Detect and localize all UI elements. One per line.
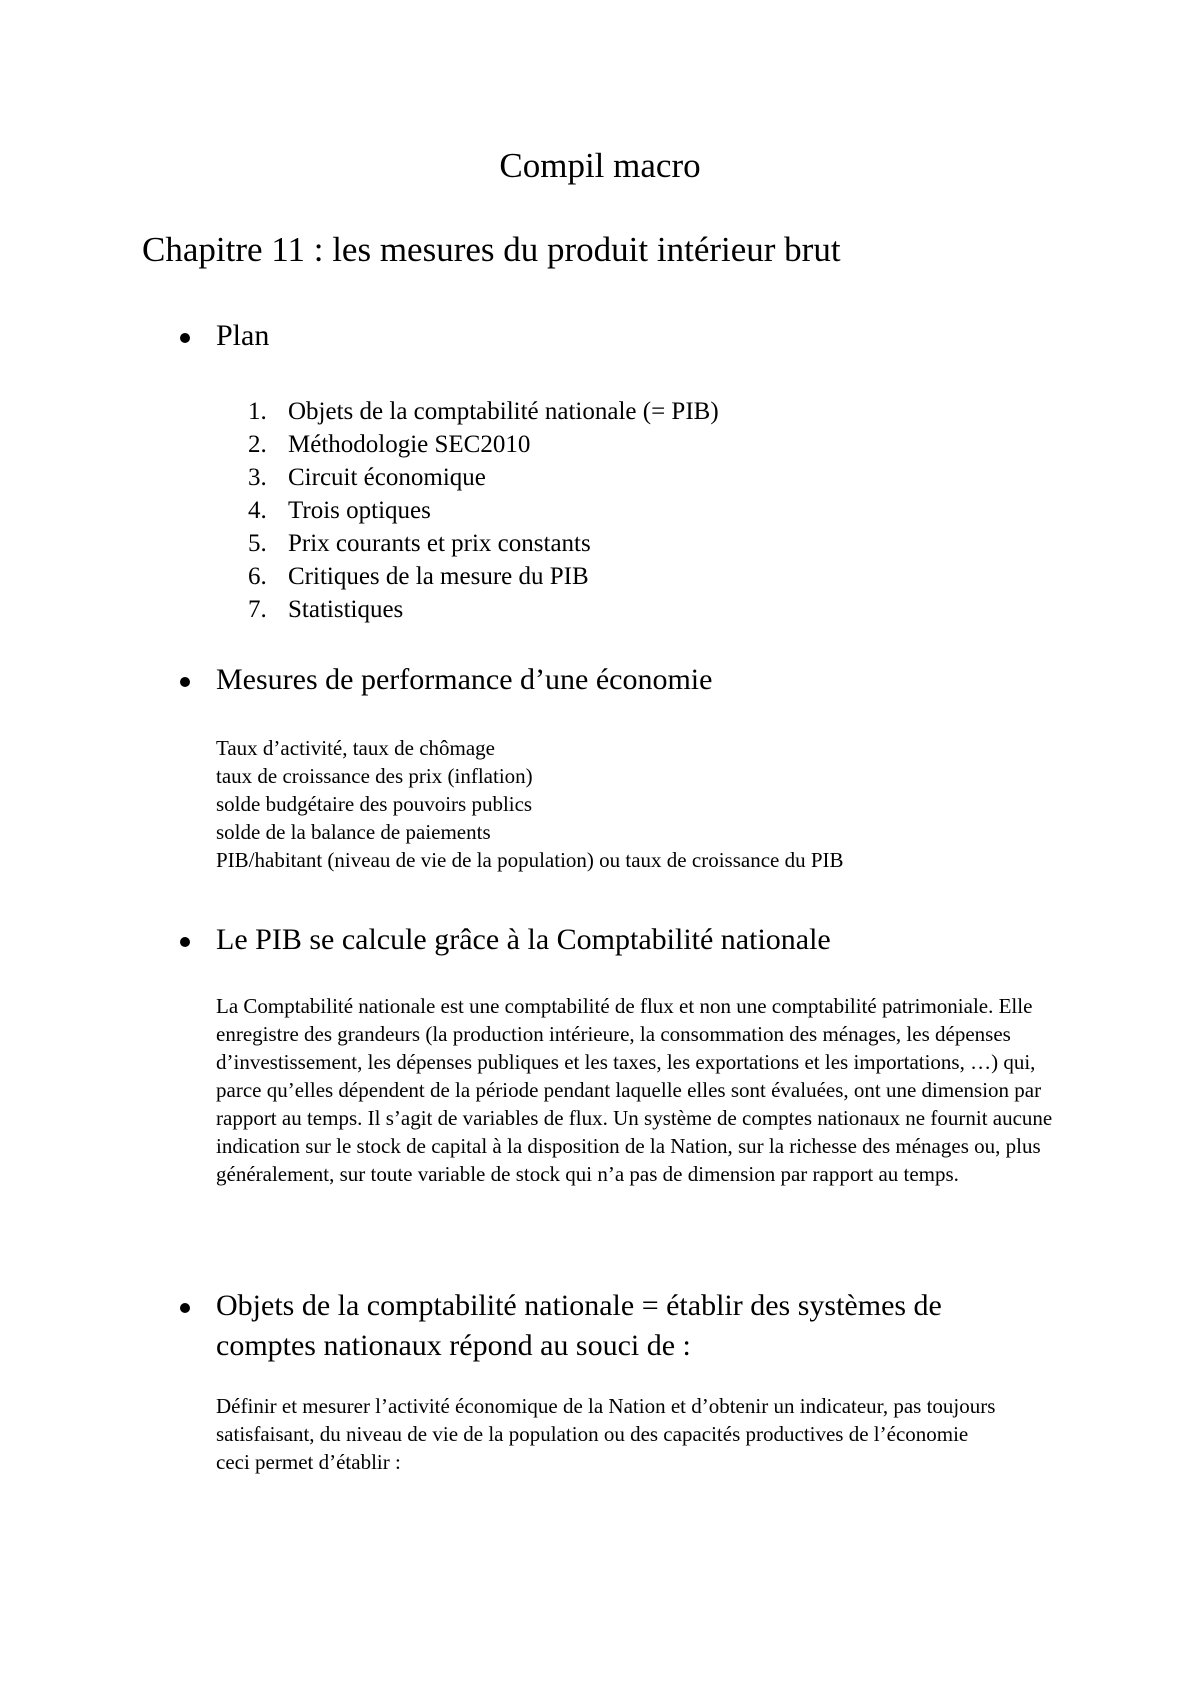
pib-calcul-section xyxy=(180,920,1080,960)
plan-item-label: Critiques de la mesure du PIB xyxy=(288,563,589,590)
plan-item-label: Circuit économique xyxy=(288,464,486,491)
objets-paragraph xyxy=(216,1392,1076,1476)
plan-item xyxy=(248,395,719,428)
mesures-line: taux de croissance des prix (inflation) xyxy=(216,764,533,788)
plan-item-label: Trois optiques xyxy=(288,497,431,524)
bullet-icon xyxy=(180,677,190,687)
plan-item-label: Prix courants et prix constants xyxy=(288,530,591,557)
mesures-line: solde de la balance de paiements xyxy=(216,820,491,844)
plan-list xyxy=(248,395,719,626)
plan-item xyxy=(248,494,719,527)
plan-item xyxy=(248,560,719,593)
mesures-heading xyxy=(180,660,1080,700)
mesures-line: Taux d’activité, taux de chômage xyxy=(216,736,495,760)
document-title: Compil macro xyxy=(499,146,701,185)
pib-calcul-paragraph xyxy=(216,992,1076,1188)
objets-last-line: ceci permet d’établir : xyxy=(216,1450,401,1474)
plan-item-number: 7. xyxy=(248,596,267,623)
plan-section xyxy=(180,316,1080,356)
plan-heading xyxy=(180,316,1080,356)
plan-item-label: Statistiques xyxy=(288,596,404,623)
plan-item xyxy=(248,428,719,461)
bullet-icon xyxy=(180,937,190,947)
bullet-icon xyxy=(180,1303,190,1313)
mesures-line: PIB/habitant (niveau de vie de la population) ou taux de croissance du PIB xyxy=(216,848,844,872)
objets-heading-line1: Objets de la comptabilité nationale = établir des systèmes de xyxy=(216,1289,942,1322)
plan-item-number: 4. xyxy=(248,497,267,524)
plan-item-number: 6. xyxy=(248,563,267,590)
mesures-line: solde budgétaire des pouvoirs publics xyxy=(216,792,533,816)
pib-calcul-text: La Comptabilité nationale est une comptabilité de flux et non une comptabilité patrimoniale. Elle enregistre des grandeurs (la production intérieure, la consommation des ménages, les dépenses d’investissement, les dépenses publiques et les taxes, les exportations et les importations, …) qui, parce qu’elles dépendent de la période pendant laquelle elles sont évaluées, ont une dimension par rapport au temps. Il s’agit de variables de flux. Un système de comptes nationaux ne fournit aucune indication sur le stock de capital à la disposition de la Nation, sur la richesse des ménages ou, plus généralement, sur toute variable de stock qui n’a pas de dimension par rapport au temps. xyxy=(216,994,1053,1186)
plan-heading-label: Plan xyxy=(216,319,270,352)
mesures-section xyxy=(180,660,1080,700)
mesures-list xyxy=(216,734,1076,874)
objets-section xyxy=(180,1286,1080,1366)
mesures-heading-label: Mesures de performance d’une économie xyxy=(216,663,713,696)
plan-item-number: 3. xyxy=(248,464,267,491)
plan-item xyxy=(248,527,719,560)
bullet-icon xyxy=(180,333,190,343)
plan-item-number: 2. xyxy=(248,431,267,458)
pib-calcul-heading xyxy=(180,920,1080,960)
chapter-title: Chapitre 11 : les mesures du produit intérieur brut xyxy=(142,230,841,269)
objets-heading xyxy=(180,1286,1080,1366)
plan-item-number: 1. xyxy=(248,398,267,425)
pib-calcul-heading-label: Le PIB se calcule grâce à la Comptabilité nationale xyxy=(216,923,831,956)
plan-item xyxy=(248,461,719,494)
objets-heading-line2: comptes nationaux répond au souci de : xyxy=(216,1329,691,1362)
objets-text: Définir et mesurer l’activité économique de la Nation et d’obtenir un indicateur, pas toujours satisfaisant, du niveau de vie de la population ou des capacités productives de l’économie xyxy=(216,1394,996,1446)
plan-item-label: Méthodologie SEC2010 xyxy=(288,431,531,458)
plan-item-number: 5. xyxy=(248,530,267,557)
plan-item-label: Objets de la comptabilité nationale (= PIB) xyxy=(288,398,719,425)
plan-item xyxy=(248,593,719,626)
